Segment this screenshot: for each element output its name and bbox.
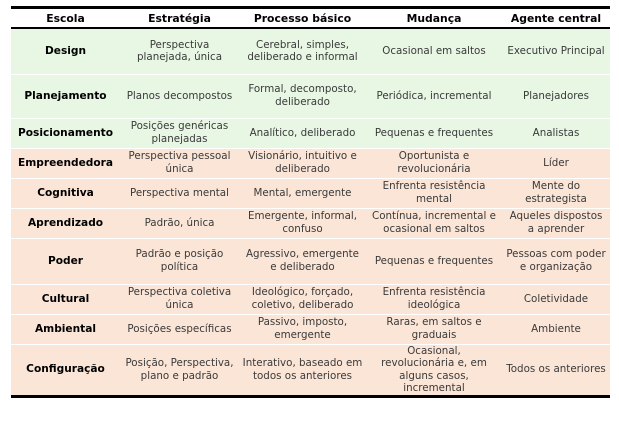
cell-escola: Empreendedora: [11, 148, 120, 178]
cell-processo: Visionário, intuitivo e deliberado: [239, 148, 366, 178]
cell-mudanca: Ocasional, revolucionária e, em alguns casos, incremental: [366, 344, 502, 396]
header-escola: Escola: [11, 8, 120, 29]
cell-processo: Cerebral, simples, deliberado e informal: [239, 28, 366, 74]
cell-agente: Líder: [502, 148, 610, 178]
cell-agente: Mente do estrategista: [502, 178, 610, 208]
cell-estrategia: Perspectiva planejada, única: [120, 28, 239, 74]
cell-escola: Configuração: [11, 344, 120, 396]
cell-agente: Aqueles dispostos a aprender: [502, 208, 610, 238]
cell-mudanca: Pequenas e frequentes: [366, 238, 502, 284]
table-row: [11, 208, 610, 238]
cell-processo: Mental, emergente: [239, 178, 366, 208]
cell-estrategia: Perspectiva mental: [120, 178, 239, 208]
cell-estrategia: Perspectiva coletiva única: [120, 284, 239, 314]
cell-mudanca: Oportunista e revolucionária: [366, 148, 502, 178]
cell-processo: Interativo, baseado em todos os anteriores: [239, 344, 366, 396]
cell-escola: Posicionamento: [11, 118, 120, 148]
table-row: [11, 284, 610, 314]
cell-estrategia: Posições genéricas planejadas: [120, 118, 239, 148]
cell-estrategia: Padrão e posição política: [120, 238, 239, 284]
cell-processo: Passivo, imposto, emergente: [239, 314, 366, 344]
table-row: [11, 344, 610, 396]
cell-processo: Agressivo, emergente e deliberado: [239, 238, 366, 284]
cell-mudanca: Enfrenta resistência ideológica: [366, 284, 502, 314]
header-mudanca: Mudança: [366, 8, 502, 29]
header-processo: Processo básico: [239, 8, 366, 29]
table-container: [11, 6, 610, 398]
cell-escola: Poder: [11, 238, 120, 284]
table-row: [11, 148, 610, 178]
cell-agente: Pessoas com poder e organização: [502, 238, 610, 284]
cell-mudanca: Contínua, incremental e ocasional em saltos: [366, 208, 502, 238]
cell-escola: Design: [11, 28, 120, 74]
header-estrategia: Estratégia: [120, 8, 239, 29]
table-row: [11, 238, 610, 284]
cell-escola: Ambiental: [11, 314, 120, 344]
cell-agente: Planejadores: [502, 74, 610, 118]
cell-agente: Todos os anteriores: [502, 344, 610, 396]
cell-estrategia: Posição, Perspectiva, plano e padrão: [120, 344, 239, 396]
cell-mudanca: Ocasional em saltos: [366, 28, 502, 74]
table-row: [11, 74, 610, 118]
table-row: [11, 28, 610, 74]
cell-mudanca: Raras, em saltos e graduais: [366, 314, 502, 344]
cell-mudanca: Pequenas e frequentes: [366, 118, 502, 148]
cell-agente: Ambiente: [502, 314, 610, 344]
cell-processo: Analítico, deliberado: [239, 118, 366, 148]
header-agente: Agente central: [502, 8, 610, 29]
header-row: [11, 8, 610, 29]
cell-estrategia: Perspectiva pessoal única: [120, 148, 239, 178]
cell-estrategia: Padrão, única: [120, 208, 239, 238]
cell-escola: Cognitiva: [11, 178, 120, 208]
cell-escola: Cultural: [11, 284, 120, 314]
cell-processo: Formal, decomposto, deliberado: [239, 74, 366, 118]
cell-agente: Coletividade: [502, 284, 610, 314]
table-row: [11, 314, 610, 344]
table-row: [11, 178, 610, 208]
cell-mudanca: Enfrenta resistência mental: [366, 178, 502, 208]
cell-agente: Executivo Principal: [502, 28, 610, 74]
cell-estrategia: Planos decompostos: [120, 74, 239, 118]
strategy-schools-table: [11, 6, 610, 398]
cell-processo: Ideológico, forçado, coletivo, deliberado: [239, 284, 366, 314]
cell-estrategia: Posições específicas: [120, 314, 239, 344]
cell-agente: Analistas: [502, 118, 610, 148]
cell-escola: Planejamento: [11, 74, 120, 118]
cell-processo: Emergente, informal, confuso: [239, 208, 366, 238]
table-row: [11, 118, 610, 148]
cell-escola: Aprendizado: [11, 208, 120, 238]
cell-mudanca: Periódica, incremental: [366, 74, 502, 118]
